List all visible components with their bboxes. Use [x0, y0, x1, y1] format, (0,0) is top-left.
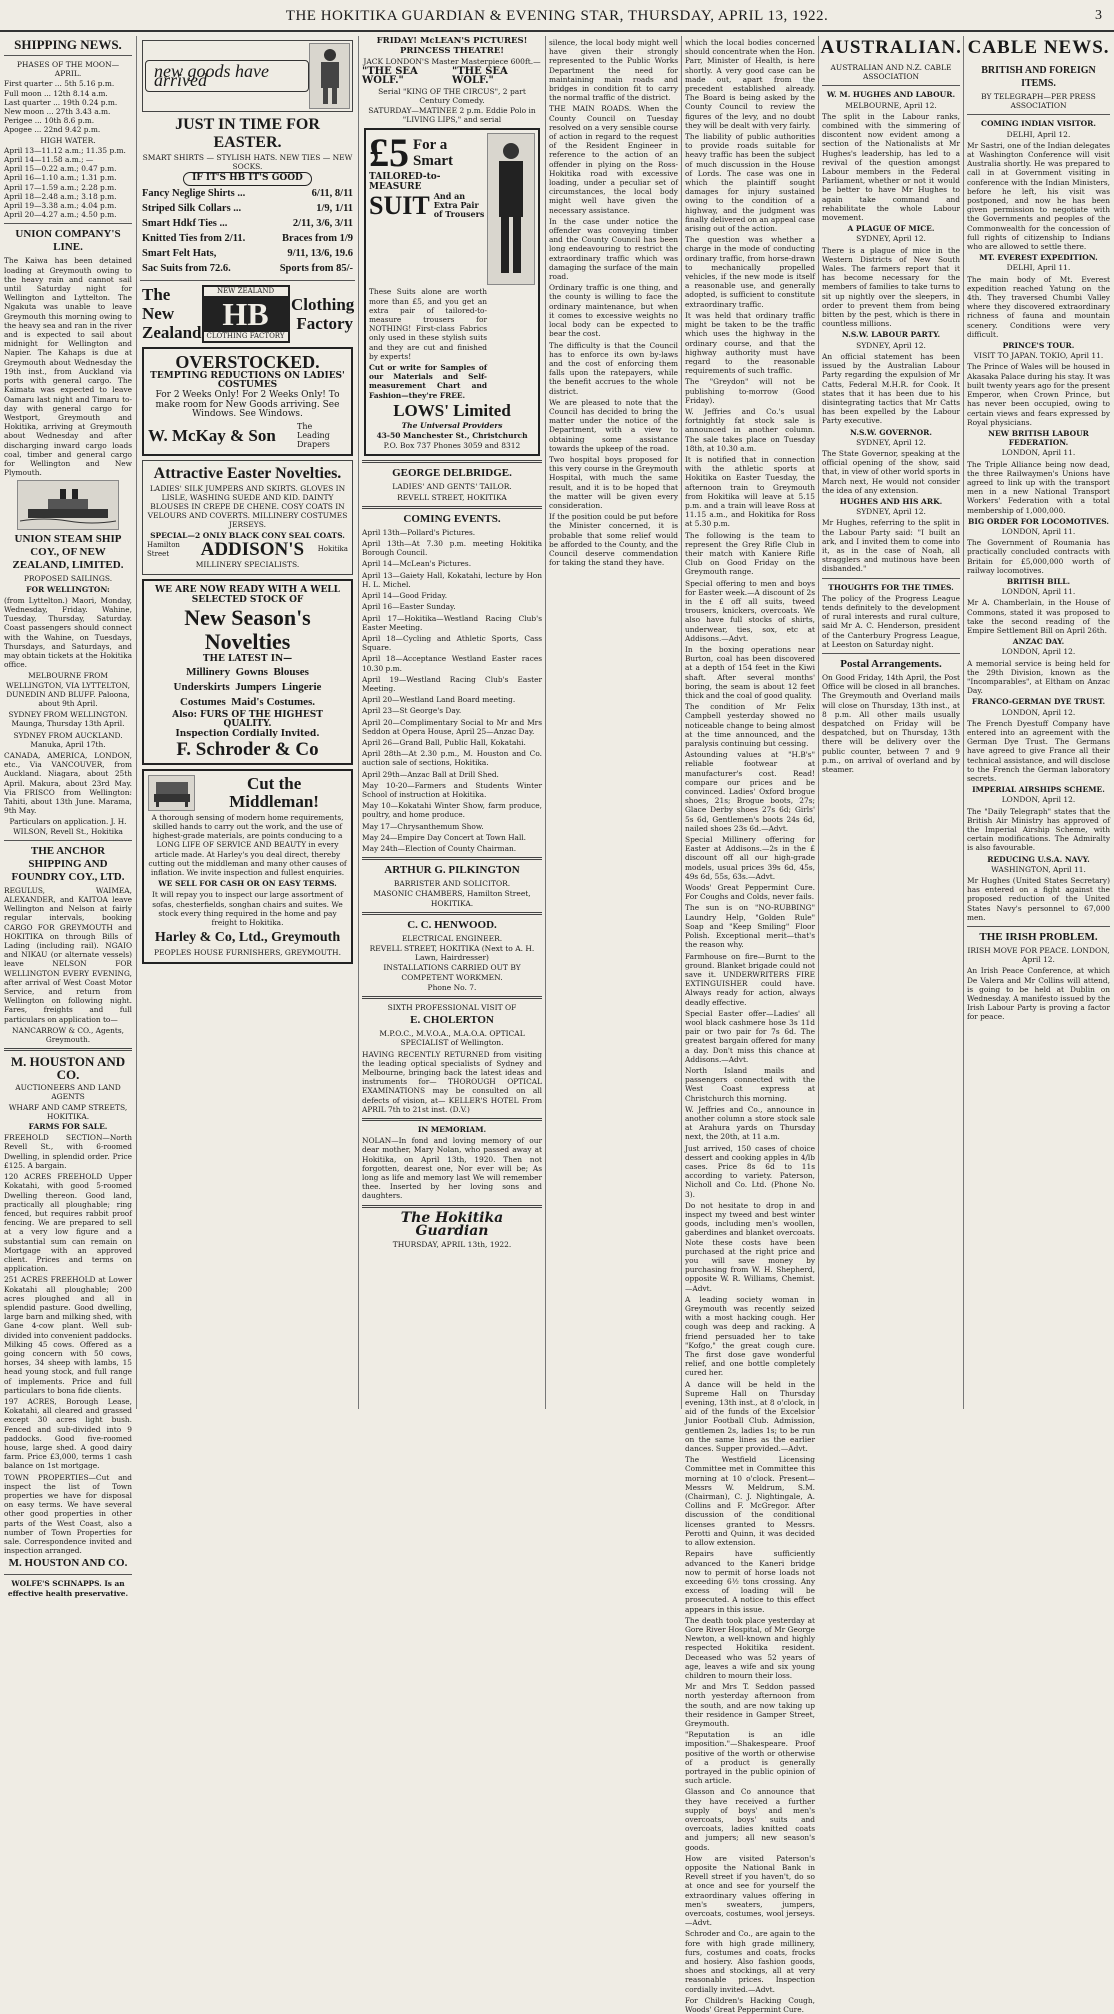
- news-paragraph: The "Greydon" will not be publishing to-morrow (Good Friday).: [685, 377, 815, 405]
- sea-wolf-title: "THE SEA WOLF.": [362, 66, 418, 87]
- novelties-intro: WE ARE NOW READY WITH A WELL SELECTED STOCK OF: [155, 585, 340, 605]
- attractive-special: SPECIAL—2 ONLY BLACK CONY SEAL COATS.: [150, 530, 345, 540]
- melbourne-text: MELBOURNE FROM WELLINGTON, VIA LYTTELTON, DUNEDIN AND BLUFF. Paloona, about 9th April.: [5, 671, 131, 708]
- houston-address: WHARF AND CAMP STREETS, HOKITIKA.: [8, 1102, 128, 1121]
- irish-problem: THE IRISH PROBLEM. IRISH MOVE FOR PEACE. LONDON, April 12. An Irish Peace Conference, at which De Valera and Mr Collins will attend, is going to be held at Dublin on Wednesday. A manifesto issued by the Irish Labour Party is proving a factor for peace.: [967, 931, 1110, 1022]
- farm-listing: FREEHOLD SECTION—North Revell St., with 6-roomed Dwelling, in splendid order. Price £125. A bargain.: [4, 1133, 132, 1170]
- pilkington-address: MASONIC CHAMBERS, Hamilton Street, HOKITIKA.: [373, 889, 531, 908]
- farm-listing: 251 ACRES FREEHOLD at Lower Kokatahi all ploughable; 200 acres ploughed and all in splendid pasture. Good dwelling, large barn and milking shed, with Gane 4-cow plant. Well sub-divided into convenient paddocks. Milking 45 cows. Offered as a going concern with 50 cows, horses, 34 sheep with lambs, 15 head young stock, and full range of implements. Price and full particulars to bona fide clients.: [4, 1275, 132, 1395]
- lows-tailored: TAILORED-to-MEASURE: [369, 172, 441, 192]
- attractive-easter-ad: [142, 460, 353, 576]
- cable-item: N.S.W. LABOUR PARTY. SYDNEY, April 12. An official statement has been issued by the Australian Labour Party regarding the expulsion of Mr Catts, Federal M.H.R. for Cook. It states that it has been due to his disintegrating tactics that Mr Catts has been expelled by the Labour Party executive.: [822, 330, 960, 426]
- henwood-installations: INSTALLATIONS CARRIED OUT BY COMPETENT WORKMEN.: [383, 963, 521, 982]
- price-row: Knitted Ties from 2/11. Braces from 1/9: [142, 232, 353, 244]
- hb-logo-top: NEW ZEALAND: [204, 287, 288, 297]
- news-paragraph: Repairs have sufficiently advanced to the Kaneri bridge now to permit of horse loads not exceeding 6½ tons crossing. Any excess of loading will be prosecuted. A notice to this effect appears in this issue.: [685, 1549, 815, 1614]
- news-paragraph: W. Jeffries and Co.'s usual fortnightly fat stock sale is announced in another column. The sale takes place on Tuesday 18th, at 10.30 a.m.: [685, 406, 815, 453]
- harley-subheading: PEOPLES HOUSE FURNISHERS, GREYMOUTH.: [154, 948, 341, 958]
- news-paragraph: which the local bodies concerned should concentrate when the Hon. Parr, Minister of Health, is here shortly. A very good case can be made out, apart from the precedent established already. The Board is being asked by the County Council to review the figures of the levy, and no doubt they will be dealt with very fairly.: [685, 38, 815, 130]
- sydney-auckland-text: SYDNEY FROM AUCKLAND. Manuka, April 17th.: [13, 730, 123, 749]
- novelties-also: Also: FURS OF THE HIGHEST QUALITY.: [172, 710, 323, 730]
- lows-tagline: The Universal Providers: [401, 420, 503, 430]
- event-item: April 20—Complimentary Social to Mr and Mrs Seddon at Opera House, April 25—Anzac Day.: [362, 717, 542, 736]
- high-water-table: April 13—11.12 a.m.; 11.35 p.m. April 14—11.58 a.m.; — April 15—0.22 a.m.; 0.47 p.m. April 16—1.10 a.m.; 1.31 p.m. April 17—1.59 a.m.; 2.28 p.m. April 18—2.48 a.m.; 3.18 p.m. April 19—3.38 a.m.; 4.04 p.m. April 20—4.27 a.m.; 4.50 p.m.: [4, 145, 126, 220]
- column-british-foreign: [967, 62, 1110, 1409]
- addison-name: ADDISON'S: [200, 539, 305, 561]
- hb-left-text: The New Zealand: [142, 285, 202, 343]
- news-paragraph: Mr and Mrs T. Seddon passed north yesterday afternoon from the south, and are now taking up their residence in Gamper Street, Greymouth.: [685, 1682, 815, 1728]
- news-paragraph: The following is the team to represent the Grey Rifle Club in their match with Kaniere Rifle Club on Good Friday on the Greymouth range.: [685, 530, 815, 577]
- news-paragraph: Special offering to men and boys for Easter week.—A discount of 2s in the £ off all suits, tweed trousers, knickers, overcoats. We also have full stocks of shirts, underwear, ties, sox, etc at Addisons.—Advt.: [685, 578, 815, 643]
- news-paragraph: The sun is on "NO-RUBBING" Laundry Help, "Golden Rule" Soap and "Keep Smiling" Floor Polish. Exceptional merit—that's the reason why.: [685, 903, 815, 950]
- delbridge-heading: GEORGE DELBRIDGE.: [392, 467, 512, 480]
- suit-figure-illustration: [487, 133, 535, 285]
- new-season-ad: [142, 579, 353, 764]
- sydney-wellington-text: SYDNEY FROM WELLINGTON. Maunga, Thursday 13th April.: [8, 710, 128, 729]
- pilkington-heading: ARTHUR G. PILKINGTON: [384, 864, 520, 877]
- uss-subheading: PROPOSED SAILINGS.: [23, 574, 113, 584]
- novelties-invite: Inspection Cordially Invited.: [175, 729, 320, 740]
- particulars-text: Particulars on application. J. H. WILSON, Revell St., Hokitika: [9, 817, 127, 836]
- hb-logo-bottom: CLOTHING FACTORY: [204, 331, 288, 341]
- event-item: April 17—Hokitika—Westland Racing Club's Easter Meeting.: [362, 613, 542, 632]
- shipping-heading: SHIPPING NEWS.: [14, 37, 122, 52]
- novelties-item: Costumes Maid's Costumes.: [179, 696, 316, 709]
- news-paragraph: Glasson and Co announce that they have received a further supply of boys' and men's overcoats, boys' suits and overcoats, ladies knitted coats and jumpers; all new season's goods.: [685, 1787, 815, 1852]
- anchor-agent: NANCARROW & CO., Agents, Greymouth.: [12, 1025, 124, 1045]
- news-paragraph: Astounding values at "H.B's" reliable footwear at manufacturer's cost. Read! compare our prices and be convinced. Ladies' Oxford brogue shoes, 21s; Brogue boots, 27s; Glace Derby shoes 27s 6d; Girls' 5s 6d, Gentlemen's boots 24s 6d, nailed shoes 23s 6d.—Advt.: [685, 750, 815, 833]
- cholerton-text: HAVING RECENTLY RETURNED from visiting the leading optical specialists of Sydney and Melbourne, bringing back the latest ideas and instruments for— THOROUGH OPTICAL EXAMINATIONS may be consulted on all defects of vision, at— KELLER'S HOTEL From APRIL 7th to 21st inst. (D.V.): [362, 1049, 542, 1114]
- event-item: April 19—Westland Racing Club's Easter Meeting.: [362, 674, 542, 693]
- houston-heading: M. HOUSTON AND CO.: [10, 1054, 126, 1083]
- postal-arrangements: Postal Arrangements. On Good Friday, 14th April, the Post Office will be closed in all branches. The Greymouth and Overland mails will close on Thursday, 13th inst., at 8 p.m. All other mails usually despatched on Friday will be despatched, but on Thursday, 13th there will be delivery over the public counter, between 7 and 9 p.m., on arrival of overland and by steamer.: [822, 657, 960, 775]
- mckay-tagline: The Leading Drapers: [297, 422, 330, 450]
- british-foreign-heading: BRITISH AND FOREIGN ITEMS.: [981, 65, 1096, 89]
- guardian-date: THURSDAY, APRIL 13th, 1922.: [392, 1239, 512, 1249]
- middleman-cash: WE SELL FOR CASH OR ON EASY TERMS.: [158, 879, 337, 889]
- wolfe-schnapps-ad: WOLFE'S SCHNAPPS. Is an effective health preservative.: [7, 1579, 129, 1598]
- overstocked-subheading: TEMPTING REDUCTIONS ON LADIES' COSTUMES: [150, 371, 345, 391]
- event-item: April 29th—Anzac Ball at Drill Shed.: [362, 769, 499, 779]
- middleman-text: A thorough sensing of modern home requirements, skilled hands to carry out the work, and the use of highest-grade materials, are points conducing to a LONG LIFE OF SERVICE AND BEAUTY in every article made. At Harley's you deal direct, thereby cutting out the middleman and many other causes of inflation. We invite inspection and fullest enquiries.: [148, 812, 347, 877]
- hb-good-badge: IF IT'S HB IT'S GOOD: [183, 172, 312, 185]
- event-item: April 13th—Pollard's Pictures.: [362, 527, 476, 537]
- schroder-name: F. Schroder & Co: [176, 738, 319, 760]
- lows-suit: SUIT: [369, 190, 430, 220]
- news-paragraph: "Reputation is an idle imposition."—Shakespeare. Proof positive of the worth or otherwise of a product is generally portrayed in the public opinion of such article.: [685, 1730, 815, 1786]
- news-paragraph: The death took place yesterday at Gore River Hospital, of Mr George Newton, a well-known and highly respected Hokitika resident. Deceased who was 52 years of age, leaves a wife and six young children to mourn their loss.: [685, 1615, 815, 1680]
- henwood-sub: ELECTRICAL ENGINEER.: [401, 933, 503, 943]
- lows-extra: And an Extra Pair of Trousers: [433, 191, 485, 220]
- addison-subheading: MILLINERY SPECIALISTS.: [195, 560, 300, 570]
- farm-listing: 197 ACRES, Borough Lease, Kokatahi, all cleared and grassed except 30 acres light bush. Fenced and sub-divided into 9 paddocks. Good five-roomed house, large shed. A good dairy farm. Price £3,000, terms 1 cash balance on 1st mortgage.: [4, 1396, 132, 1471]
- lows-phone: P.O. Box 737 Phones 3059 and 8312: [383, 441, 521, 451]
- cable-item: W. M. HUGHES AND LABOUR. MELBOURNE, April 12. The split in the Labour ranks, combined with the simmering of discontent now evident among a section of the Nationalists at Mr Hughes's leadership, has led to a revival of the question amongst Labour members in the Federal Parliament, whether or not it would be better to have Mr Hughes to again take command and rehabilitate the whole Labour movement.: [822, 90, 960, 223]
- cable-item: ANZAC DAY. LONDON, April 12. A memorial service is being held for the 29th Division, known as the "Incomparables", at Eltham on Anzac Day.: [967, 637, 1110, 696]
- uss-heading: UNION STEAM SHIP COY., OF NEW ZEALAND, LIMITED.: [12, 533, 124, 572]
- overstocked-ad: [142, 347, 353, 456]
- news-paragraph: It was held that ordinary traffic might be taken to be the traffic which uses the highway in the ordinary course, and that the highway authority must have regard to the reasonable requirements of such traffic.: [685, 310, 815, 376]
- article-paragraph: The difficulty is that the Council has to enforce its own by-laws and the cost of enforcing them falls upon the ratepayers, while the benefit accrues to the whole district.: [549, 340, 678, 396]
- news-paragraph: It is notified that in connection with the athletic sports at Hokitika on Easter Tuesday, the afternoon train to Greymouth from Hokitika will leave at 5.15 p.m. and a train will leave Ross at 11.15 a.m., and Hokitika for Ross at 5.30 p.m.: [685, 454, 815, 529]
- addison-town: Hokitika: [317, 545, 348, 554]
- lows-for: For a Smart: [413, 137, 453, 170]
- news-paragraph: For Children's Hacking Cough, Woods' Great Peppermint Cure.: [685, 1995, 815, 2014]
- page-number: 3: [1095, 8, 1102, 23]
- houston-subheading: AUCTIONEERS AND LAND AGENTS: [15, 1083, 121, 1102]
- news-paragraph: Schroder and Co., are again to the fore with high grade millinery, furs, costumes and coats, frocks and hosiery. Also fashion goods, shoes and stockings, all at very reasonable prices. Inspection cordially invited.—Advt.: [685, 1929, 815, 1994]
- event-item: April 18—Cycling and Athletic Sports, Cass Square.: [362, 633, 542, 653]
- delbridge-address: REVELL STREET, HOKITIKA: [397, 492, 507, 502]
- article-paragraph: Two hospital boys proposed for this very course in the Greymouth Hospital, with much the same result, and it is to be hoped that the matter will be given every consideration.: [549, 454, 678, 510]
- union-text: The Kaiwa has been detained loading at Greymouth owing to the heavy rain and cannot sail until Saturday night for Wellington and Lyttelton. The Ngakuta was unable to leave Greymouth this morning owing to the heavy sea and ran in the river and is expected to sail about midnight for Wellington and Napier. The Kahaps is due at Greymouth about Wednesday the 19th inst., from Auckland via ports with general cargo. The Kaimata was expected to leave Oamaru last night and Timaru to-day with general cargo for Westport, Greymouth and Hokitika, arriving at Greymouth about Wednesday and after discharging inward cargo loads coal, timber and general cargo for Wellington and New Plymouth.: [4, 256, 132, 478]
- event-item: April 13—Gaiety Hall, Kokatahi, lecture by Hon H. L. Michel.: [362, 570, 542, 589]
- hb-clothing-ad: [142, 285, 353, 343]
- farm-listing: 120 ACRES FREEHOLD Upper Kokatahi, with good 5-roomed Dwelling thereon. Good land, practically all ploughable; ring fenced, but requires rabbit proof fencing. We are prepared to sell at a very low figure and a substantial sum can remain on Mortgage with an approved client. Prices and terms on application.: [4, 1172, 132, 1274]
- pilkington-sub: BARRISTER AND SOLICITOR.: [393, 879, 511, 889]
- news-paragraph: Just arrived, 150 cases of choice dessert and cooking apples in 4/lb cases. Price 8s 6d to 11s according to variety. Paterson, Nicholl and Co. Ltd. (Phone No. 3).: [685, 1143, 815, 1199]
- hb-right-text: Clothing Factory: [291, 294, 355, 333]
- union-heading: UNION COMPANY'S LINE.: [15, 228, 121, 254]
- wellington-text: (from Lyttelton.) Maori, Monday, Wednesday, Friday. Wahine, Tuesday, Thursday, Saturday. Coast passengers should connect with the Wahine, on Tuesdays, Thursdays, and Saturdays, and may obtain tickets at the Hokitika office.: [4, 595, 132, 670]
- article-paragraph: In the case under notice the offender was conveying timber and the County Council has been long endeavouring to restrict the extraordinary traffic which was damaging the surface of the main road.: [549, 216, 678, 282]
- hb-logo: [202, 285, 290, 343]
- attractive-heading: Attractive Easter Novelties.: [153, 464, 342, 482]
- harley-name: Harley & Co, Ltd., Greymouth: [154, 930, 341, 946]
- pictures-saturday: SATURDAY—MATINEE 2 p.m. Eddie Polo in "LIVING LIPS," and serial: [368, 106, 536, 125]
- news-paragraph: A leading society woman in Greymouth was recently seized with a most hacking cough. Her cough was deep and racking. A friend persuaded her to take "Kofgo," the great cough cure. The first dose gave wonderful relief, and one bottle completely cured her.: [685, 1294, 815, 1378]
- cable-item: FRANCO-GERMAN DYE TRUST. LONDON, April 12. The French Dyestuff Company have entered into an agreement with the German Dye Trust. The Germans have agreed to give France all their technical assistance, and will disclose to the French the German laboratory secrets.: [967, 697, 1110, 784]
- cholerton-sub: M.P.O.C., M.V.O.A., M.A.O.A. OPTICAL SPECIALIST of Wellington.: [379, 1029, 525, 1048]
- column-main-roads: [549, 36, 678, 1409]
- news-paragraph: The condition of Mr Felix Campbell yesterday showed no noticeable change to being almost at the time announced, and the paralysis continuing but cessing.: [685, 702, 815, 749]
- novelties-heading: New Season's Novelties: [184, 604, 311, 654]
- anchor-text: REGULUS, WAIMEA, ALEXANDER, and KAITOA leave Wellington and Nelson at fairly regular intervals, booking CARGO FOR GREYMOUTH and HOKITIKA on through Bills of Lading (including rail). NGAIO and NIKAU (or alternate vessels) leave NELSON FOR WELLINGTON EVERY EVENING, after arrival of West Coast Motor Service, and return from Wellington on following night. Fares, freights and full particulars on application to—: [4, 885, 132, 1024]
- easter-heading: JUST IN TIME FOR EASTER.: [175, 116, 320, 151]
- article-paragraph: Ordinary traffic is one thing, and the county is willing to face the ordinary maintenance, but when it comes to excessive weights no local body can be expected to bear the cost.: [549, 283, 678, 339]
- cable-item: REDUCING U.S.A. NAVY. WASHINGTON, April 11. Mr Hughes (United States Secretary) has entered on a fight against the proposed reduction of the United States Navy's personnel to 67,000 men.: [967, 854, 1110, 922]
- pictures-serial: Serial "KING OF THE CIRCUS", 2 part Century Comedy.: [378, 86, 526, 105]
- event-item: April 20—Westland Land Board meeting.: [362, 695, 516, 705]
- cable-item: COMING INDIAN VISITOR. DELHI, April 12. Mr Sastri, one of the Indian delegates at Washington Conference will visit Australia shortly. He was prepared to call in at Government visiting in conference with the Indian Ministers, before he left, his visit was postponed, and now he has been given permission to negotiate with the Governments and peoples of the Commonwealth for the concession of full rights of citizenship to Indians who are allowed to settle there.: [967, 119, 1110, 252]
- cholerton-intro: SIXTH PROFESSIONAL VISIT OF: [387, 1003, 517, 1012]
- middleman-text-2: It will repay you to inspect our large assortment of sofas, chesterfields, songhan chairs and suites. We stock every thing required in the home and pay freight to Hokitika.: [152, 890, 343, 927]
- cable-item: MT. EVEREST EXPEDITION. DELHI, April 11. The main body of Mt. Everest expedition reached Yatung on the 4th. They traversed Chumbi Valley where they discovered extraordinary richness of fauna and mountain scenery. Conditions were very difficult.: [967, 253, 1110, 339]
- event-item: May 17—Chrysanthemum Show.: [362, 821, 484, 831]
- price-row: Smart Hdkf Ties ... 2/11, 3/6, 3/11: [142, 217, 353, 229]
- novelties-item: Underskirts Jumpers Lingerie: [173, 681, 322, 694]
- moon-heading: PHASES OF THE MOON—APRIL.: [16, 60, 120, 79]
- steamship-illustration: [17, 480, 119, 530]
- cable-item: IMPERIAL AIRSHIPS SCHEME. LONDON, April 12. The "Daily Telegraph" states that the British Air Ministry has approved of the Imperial Airship Scheme, with certain modifications. The Admiralty is also favourable.: [967, 785, 1110, 853]
- houston-footer: M. HOUSTON AND CO.: [8, 1557, 128, 1570]
- article-paragraph: THE MAIN ROADS. When the County Council on Tuesday resolved on a very sensible course of action in regard to the request of the Resident Engineer in reference to the action of an offender in plying on the Ross-Hokitika road with excessive loading, under a peculiar set of circumstances, the local body might well have given the necessary assistance.: [549, 104, 679, 215]
- price-list: [140, 186, 355, 276]
- news-paragraph: How are visited Paterson's opposite the National Bank in Revell street if you haven't, do so at once and see for yourself the extraordinary values offering in men's sweaters, jumpers, overcoats, costumes, wool jerseys.—Advt.: [685, 1853, 815, 1928]
- lows-price: £5: [369, 130, 409, 176]
- event-item: April 14—McLean's Pictures.: [362, 559, 472, 569]
- event-item: April 14—Good Friday.: [362, 591, 448, 601]
- price-row: Fancy Neglige Shirts ... 6/11, 8/11: [142, 187, 353, 199]
- news-paragraph: The liability of public authorities to provide roads suitable for heavy traffic has been the subject of much discussion in the House of Lords. The case was one in which the plaintiff sought damages for injury sustained owing to the condition of a highway, and the judgment was finally delivered on an appeal case arising out of the action.: [685, 132, 815, 234]
- lows-name: LOWS' Limited: [393, 400, 511, 420]
- middleman-heading: Cut the Middleman!: [229, 773, 319, 811]
- moon-phases: First quarter ... 5th 5.16 p.m. Full moon ... 12th 8.14 a.m. Last quarter ... 19th 0.24 p.m. New moon ... 27th 3.43 a.m. Perigee ... 10th 8.6 p.m. Apogee ... 22nd 9.42 p.m.: [4, 79, 118, 135]
- henwood-address: REVELL STREET, HOKITIKA (Next to A. H. Lawn, Hairdresser): [369, 943, 535, 963]
- harley-ad: [142, 769, 353, 965]
- event-item: April 18—Acceptance Westland Easter races 10.30 p.m.: [362, 654, 542, 673]
- wellington-heading: FOR WELLINGTON:: [26, 584, 110, 594]
- cable-item: NEW BRITISH LABOUR FEDERATION. LONDON, April 11. The Triple Alliance being now dead, the three Railwaymen's Unions have agreed to link up with the transport men in a new National Transport Workers' Federation with a total membership of 1,000,000.: [967, 428, 1110, 515]
- memoriam-text: NOLAN—In fond and loving memory of our dear mother, Mary Nolan, who passed away at Hokitika, on April 13th, 1920. Then not forgotten, dearest one, Nor ever will be; As long as life and memory last We will remember thee. Inserted by her loving sons and daughters.: [362, 1136, 542, 1201]
- novelties-latest: THE LATEST IN—: [202, 653, 293, 664]
- cable-item: PRINCE'S TOUR. VISIT TO JAPAN. TOKIO, April 11. The Prince of Wales will be housed in Akasaka Palace during his stay. It was built twenty years ago for the present Emperor, when Crown Prince, but has never been occupied, owing to certain views and fears expressed by Royal physicians.: [967, 341, 1110, 427]
- town-properties: TOWN PROPERTIES—Cut and inspect the list of Town properties we have for disposal on easy terms. We have several other good properties in other parts of the West Coast, also a number of Town Properties for sale. Correspondence invited and inspection arranged.: [4, 1472, 132, 1556]
- memoriam-heading: IN MEMORIAM.: [417, 1125, 487, 1135]
- news-paragraph: W. Jeffries and Co., announce in another column a store stock sale at Arahura yards on Thursday next, the 20th, at 11 a.m.: [685, 1104, 815, 1142]
- event-item: May 10—Kokatahi Winter Show, farm produce, poultry, and home produce.: [362, 801, 542, 820]
- column-local-news: [685, 36, 815, 2014]
- easter-subheading: SMART SHIRTS — STYLISH HATS. NEW TIES — NEW SOCKS.: [142, 153, 353, 172]
- news-paragraph: Special Millinery offering for Easter at Addisons.—2s in the £ discount off all our high-grade models, usual prices 39s 6d, 45s, 49s 6d, 55s, 63s.—Advt.: [685, 835, 815, 881]
- armchair-illustration: [148, 775, 195, 811]
- news-paragraph: North Island mails and passengers connected with the West Coast express at Christchurch this morning.: [685, 1065, 815, 1103]
- hb-logo-mark: HB: [204, 297, 288, 331]
- event-item: April 26—Grand Ball, Public Hall, Kokatahi.: [362, 737, 526, 747]
- cable-item: THOUGHTS FOR THE TIMES. The policy of the Progress League tends definitely to the development of rural interests and rural culture, said Mr A. C. Henderson, president of the Canterbury Progress League, at Leeston on Saturday night.: [822, 582, 960, 649]
- news-paragraph: Woods' Great Peppermint Cure. For Coughs and Colds, never fails.: [685, 883, 815, 902]
- column-advertisements: [140, 36, 355, 1409]
- event-item: April 13th—At 7.30 p.m. meeting Hokitika Borough Council.: [362, 539, 542, 558]
- price-row: Smart Felt Hats, 9/11, 13/6, 19.6: [142, 247, 353, 259]
- cable-item: BRITISH BILL. LONDON, April 11. Mr A. Chamberlain, in the House of Commons, stated it was proposed to take the second reading of the Empire Settlement Bill on April 26th.: [967, 576, 1110, 635]
- event-item: May 24th—Election of County Chairman.: [362, 843, 517, 853]
- novelties-item: Millinery Gowns Blouses: [186, 666, 309, 679]
- lows-suit-ad: [364, 128, 540, 456]
- guardian-title: The Hokitika Guardian: [400, 1209, 504, 1239]
- news-paragraph: Do not hesitate to drop in and inspect my tweed and best winter goods, including men's woollen, gaberdines and blanket overcoats. Note these costs have been purchased at the right price and you will save money by purchasing from W. H. Shepherd, opposite W. R. Williams, Chemist.—Advt.: [685, 1200, 815, 1293]
- article-paragraph: We are pleased to note that the Council has decided to bring the matter under the notice of the Department, with a view to obtaining some assistance towards the upkeep of the road.: [549, 397, 678, 453]
- lows-address: 43-50 Manchester St., Christchurch: [376, 431, 528, 441]
- cable-item: BIG ORDER FOR LOCOMOTIVES. LONDON, April 11. The Government of Roumania has practically concluded contracts with Britain for £5,000,000 worth of railway locomotives.: [967, 516, 1110, 575]
- column-notices: [362, 36, 542, 1409]
- news-paragraph: Special Easter offer—Ladies' all wool black cashmere hose 3s 11d pair or two pair for 7s 6d. The greatest bargain offered for many a day. Don't miss this chance at Addisons.—Advt.: [685, 1008, 815, 1064]
- article-paragraph: If the position could be put before the Minister concerned, it is probable that some relief would be afforded to the County, and the Council deserve commendation for taking the stand they have.: [549, 512, 678, 568]
- news-paragraph: Farmhouse on fire—Burnt to the ground. Blanket brigade could not save it. UNDERWRITERS FIRE EXTINGUISHER could have. Always ready for action, always deadly effective.: [685, 951, 815, 1007]
- news-paragraph: A dance will be held in the Supreme Hall on Thursday evening, 13th inst., at 8 o'clock, in aid of the funds of the Excelsior Junior Football Club. Admission, gentlemen 2s, ladies 1s; to be run on the same lines as the earlier dances. Supper provided.—Advt.: [685, 1379, 815, 1454]
- event-item: April 23—St George's Day.: [362, 706, 462, 716]
- new-goods-ad: [142, 40, 353, 112]
- masthead: [0, 0, 1114, 32]
- pictures-header: FRIDAY! McLEAN'S PICTURES! PRINCESS THEATRE!: [376, 36, 528, 56]
- cable-item: A PLAGUE OF MICE. SYDNEY, April 12. There is a plague of mice in the Western Districts of New South Wales. The farmers report that it has become necessary for the members of families to take turns to sit up nightly over the sleepers, in order to prevent them from being bitten by the pest, which is there in countless millions.: [822, 224, 960, 329]
- lows-text: These Suits alone are worth more than £5, and you get an extra pair of tailored-to-measure trousers for NOTHING! First-class Fabrics only used in these stylish suits and they are cut and finished by experts!: [369, 287, 487, 361]
- henwood-heading: C. C. HENWOOD.: [407, 918, 497, 931]
- cable-item: HUGHES AND HIS ARK. SYDNEY, April 12. Mr Hughes, referring to the split in the Labour Party said: "I built an ark, and I invited them to come into it, as in the case of Noah, all stragglers and mutinous have been disbanded.": [822, 496, 960, 574]
- mckay-name: W. McKay & Son: [148, 426, 276, 446]
- event-item: April 16—Easter Sunday.: [362, 602, 456, 612]
- henwood-phone: Phone No. 7.: [427, 982, 477, 992]
- attractive-text: LADIES' SILK JUMPERS AND SKIRTS. GLOVES IN LISLE, WASHING SUEDE AND KID. DAINTY BLOUSES IN CREPE DE CHENE. COSY COATS IN VELOURS AND COVERTS. MILLINERY COSTUMES JERSEYS.: [147, 483, 348, 530]
- article-paragraph: silence, the local body might well have given their strongly represented to the Public Works Department the need for maintaining main roads and bridges in condition fit to carry the normal traffic of the district.: [549, 38, 678, 103]
- cholerton-heading: E. CHOLERTON: [410, 1014, 494, 1027]
- price-row: Striped Silk Collars ... 1/9, 1/11: [142, 202, 353, 214]
- news-paragraph: The question was whether a charge in the mode of conducting ordinary traffic, from horse-drawn to mechanically propelled vehicles, if the new mode is itself a reasonable use, and generally adopted, is sufficient to constitute extraordinary traffic.: [685, 235, 815, 309]
- new-goods-banner: new goods have arrived: [145, 60, 309, 92]
- news-paragraph: In the boxing operations near Burton, coal has been discovered at a depth of 154 feet in the Kiwi shaft. After several months' boring, the seam is about 12 feet thick and the coal of good quality.: [685, 645, 815, 701]
- event-item: May 24—Empire Day Concert at Town Hall.: [362, 832, 527, 842]
- event-item: April 28th—At 2.30 p.m., M. Houston and Co. auction sale of sections, Hokitika.: [362, 749, 542, 768]
- delbridge-sub: LADIES' AND GENTS' TAILOR.: [392, 482, 512, 492]
- news-paragraph: The Westfield Licensing Committee met in Committee this morning at 10 o'clock. Present—Messrs W. Meldrum, S.M. (Chairman), C. J. Nightingale, A. Collins and F. McGregor. After discussion of the conditional licenses granted to Messrs. Perotti and Quinn, it was decided to allow extension.: [685, 1455, 815, 1548]
- pictures-jack-london: JACK LONDON'S Master Masterpiece 600ft.—: [363, 57, 541, 66]
- sea-wolf-title: "THE SEA WOLF.": [452, 66, 508, 87]
- anchor-heading: THE ANCHOR SHIPPING AND FOUNDRY COY., LTD.: [11, 844, 125, 883]
- high-water-heading: HIGH WATER.: [40, 135, 96, 145]
- cable-item: N.S.W. GOVERNOR. SYDNEY, April 12. The State Governor, speaking at the official opening of the show, said that, in view of other world sports in March next, He would not consider the idea of any extension.: [822, 427, 960, 495]
- coming-events-heading: COMING EVENTS.: [403, 512, 501, 525]
- man-figure-illustration: [309, 43, 350, 109]
- column-australian-cables: [822, 62, 960, 1409]
- column-shipping: [4, 36, 132, 1598]
- coming-events-list: [362, 528, 542, 853]
- event-item: May 10-20—Farmers and Students Winter School of instruction at Hokitika.: [362, 780, 542, 799]
- farms-heading: FARMS FOR SALE.: [28, 1122, 108, 1132]
- british-foreign-source: BY TELEGRAPH—PER PRESS ASSOCIATION: [981, 92, 1096, 111]
- australian-cable-source: AUSTRALIAN AND N.Z. CABLE ASSOCIATION: [830, 63, 952, 82]
- canada-text: CANADA, AMERICA, LONDON, etc., Via VANCOUVER, from Auckland. Niagara, about 25th April. Makura, about 23rd May. Via FRISCO from Wellington: Tahiti, about 13th June. Marama, 9th May.: [4, 750, 132, 816]
- addison-street: Hamilton Street: [147, 540, 180, 559]
- overstocked-text: For 2 Weeks Only! For 2 Weeks Only! To make room for New Goods arriving. See Windows. See Windows.: [155, 390, 340, 419]
- masthead-title: THE HOKITIKA GUARDIAN & EVENING STAR, THURSDAY, APRIL 13, 1922.: [285, 8, 829, 24]
- cable-news-heading: AUSTRALIAN. CABLE NEWS.: [820, 37, 1110, 58]
- lows-cut: Cut or write for Samples of our Materials and Self-measurement Chart and Fashion—they're FREE.: [369, 363, 487, 400]
- price-row: Sac Suits from 72.6. Sports from 85/-: [142, 262, 353, 274]
- overstocked-heading: OVERSTOCKED.: [175, 352, 320, 373]
